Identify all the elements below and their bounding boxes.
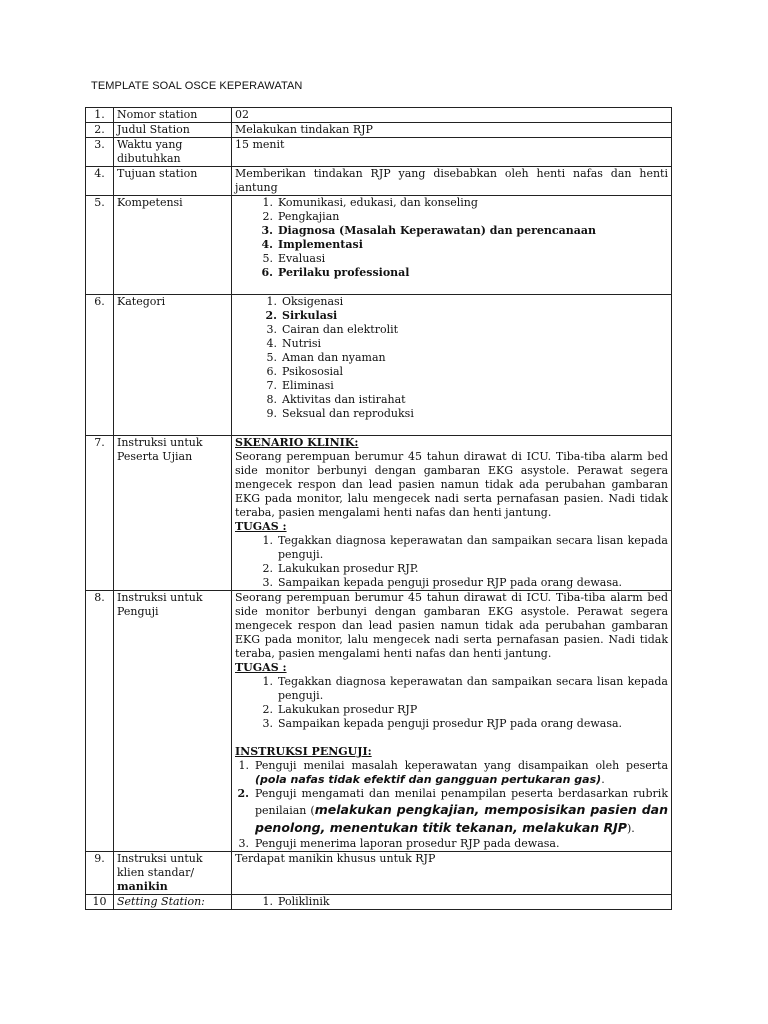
list-item: 1. Komunikasi, edukasi, dan konseling	[262, 196, 478, 209]
list-item: 5. Evaluasi	[262, 252, 326, 265]
list-item: 2. Lakukukan prosedur RJP.	[262, 562, 419, 575]
list-item: 1. Poliklinik	[262, 895, 330, 908]
row-number: 6.	[86, 295, 114, 436]
row-label: Instruksi untuk Penguji	[114, 591, 232, 852]
list-item: 1. Tegakkan diagnosa keperawatan dan sampaikan secara lisan kepada penguji.	[262, 675, 668, 702]
list-item: 8. Aktivitas dan istirahat	[266, 393, 406, 406]
tugas-list	[235, 675, 668, 731]
list-item: 1. Oksigenasi	[266, 295, 344, 308]
tugas-list	[235, 534, 668, 590]
penguji-list	[235, 759, 668, 851]
row-label: Tujuan station	[114, 167, 232, 196]
row-label: Instruksi untuk Peserta Ujian	[114, 436, 232, 591]
row-label-text: Instruksi untuk klien standar/	[117, 852, 203, 879]
row-value	[232, 895, 672, 910]
list-item: 6. Perilaku professional	[261, 266, 410, 279]
table-row-judul-station	[86, 123, 672, 138]
row-number: 9.	[86, 852, 114, 895]
row-value	[232, 295, 672, 436]
row-number: 1.	[86, 108, 114, 123]
row-value	[232, 591, 672, 852]
row-number: 10	[86, 895, 114, 910]
table-row-tujuan	[86, 167, 672, 196]
table-row-instruksi-klien	[86, 852, 672, 895]
tugas-heading: TUGAS :	[235, 520, 287, 533]
row-label	[114, 852, 232, 895]
list-item: 1. Penguji menilai masalah keperawatan yang disampaikan oleh peserta (pola nafas tidak efektif dan gangguan pertukaran gas).	[238, 759, 668, 786]
tugas-heading: TUGAS :	[235, 661, 287, 674]
row-label: Setting Station:	[114, 895, 232, 910]
row-value: 15 menit	[232, 138, 672, 167]
list-item: 9. Seksual dan reproduksi	[266, 407, 414, 420]
row-number: 3.	[86, 138, 114, 167]
row-label: Kategori	[114, 295, 232, 436]
row-label-bold: manikin	[117, 880, 168, 893]
row-number: 5.	[86, 196, 114, 295]
document-title: TEMPLATE SOAL OSCE KEPERAWATAN	[91, 80, 303, 92]
row-value: Terdapat manikin khusus untuk RJP	[232, 852, 672, 895]
list-item: 3. Diagnosa (Masalah Keperawatan) dan perencanaan	[261, 224, 596, 237]
list-item: 2. Lakukukan prosedur RJP	[262, 703, 418, 716]
row-number: 8.	[86, 591, 114, 852]
row-label: Kompetensi	[114, 196, 232, 295]
row-value: 02	[232, 108, 672, 123]
list-item: 3. Sampaikan kepada penguji prosedur RJP pada orang dewasa.	[262, 717, 623, 730]
list-item: 2. Penguji mengamati dan menilai penampilan peserta berdasarkan rubrik penilaian (melakukan pengkajian, memposisikan pasien dan penolong, menentukan titik tekanan, melakukan RJP).	[237, 787, 668, 835]
row-label: Judul Station	[114, 123, 232, 138]
row-value	[232, 196, 672, 295]
row-number: 4.	[86, 167, 114, 196]
setting-list	[235, 895, 668, 909]
kompetensi-list	[235, 196, 668, 280]
osce-template-table	[85, 107, 672, 910]
table-row-waktu	[86, 138, 672, 167]
list-item: 4. Implementasi	[261, 238, 363, 251]
list-item: 5. Aman dan nyaman	[266, 351, 386, 364]
kategori-list	[235, 295, 668, 421]
row-value: Memberikan tindakan RJP yang disebabkan oleh henti nafas dan henti jantung	[232, 167, 672, 196]
row-number: 7.	[86, 436, 114, 591]
list-item: 2. Pengkajian	[262, 210, 340, 223]
table-row-setting-station	[86, 895, 672, 910]
list-item: 3. Cairan dan elektrolit	[266, 323, 399, 336]
row-label: Waktu yang dibutuhkan	[114, 138, 232, 167]
scenario-text: Seorang perempuan berumur 45 tahun dirawat di ICU. Tiba-tiba alarm bed side monitor berbunyi dengan gambaran EKG asystole. Perawat segera mengecek respon dan lead pasien namun tidak ada perubahan gambaran EKG pada monitor, lalu mengecek nadi serta pernafasan pasien. Nadi tidak teraba, pasien mengalami henti nafas dan henti jantung.	[235, 591, 668, 660]
list-item: 6. Psikososial	[266, 365, 344, 378]
penguji-heading: INSTRUKSI PENGUJI:	[235, 745, 372, 758]
list-item: 3. Penguji menerima laporan prosedur RJP pada dewasa.	[238, 837, 560, 850]
list-item: 3. Sampaikan kepada penguji prosedur RJP pada orang dewasa.	[262, 576, 623, 589]
row-number: 2.	[86, 123, 114, 138]
row-value	[232, 436, 672, 591]
list-item: 2. Sirkulasi	[265, 309, 338, 322]
list-item: 7. Eliminasi	[266, 379, 334, 392]
list-item: 1. Tegakkan diagnosa keperawatan dan sampaikan secara lisan kepada penguji.	[262, 534, 668, 561]
table-row-instruksi-peserta	[86, 436, 672, 591]
table-row-kategori	[86, 295, 672, 436]
list-item: 4. Nutrisi	[266, 337, 322, 350]
table-row-instruksi-penguji	[86, 591, 672, 852]
scenario-heading: SKENARIO KLINIK:	[235, 436, 359, 449]
row-value: Melakukan tindakan RJP	[232, 123, 672, 138]
row-label: Nomor station	[114, 108, 232, 123]
table-row-nomor-station	[86, 108, 672, 123]
table-row-kompetensi	[86, 196, 672, 295]
scenario-text: Seorang perempuan berumur 45 tahun dirawat di ICU. Tiba-tiba alarm bed side monitor berbunyi dengan gambaran EKG asystole. Perawat segera mengecek respon dan lead pasien namun tidak ada perubahan gambaran EKG pada monitor, lalu mengecek nadi serta pernafasan pasien. Nadi tidak teraba, pasien mengalami henti nafas dan henti jantung.	[235, 450, 668, 519]
